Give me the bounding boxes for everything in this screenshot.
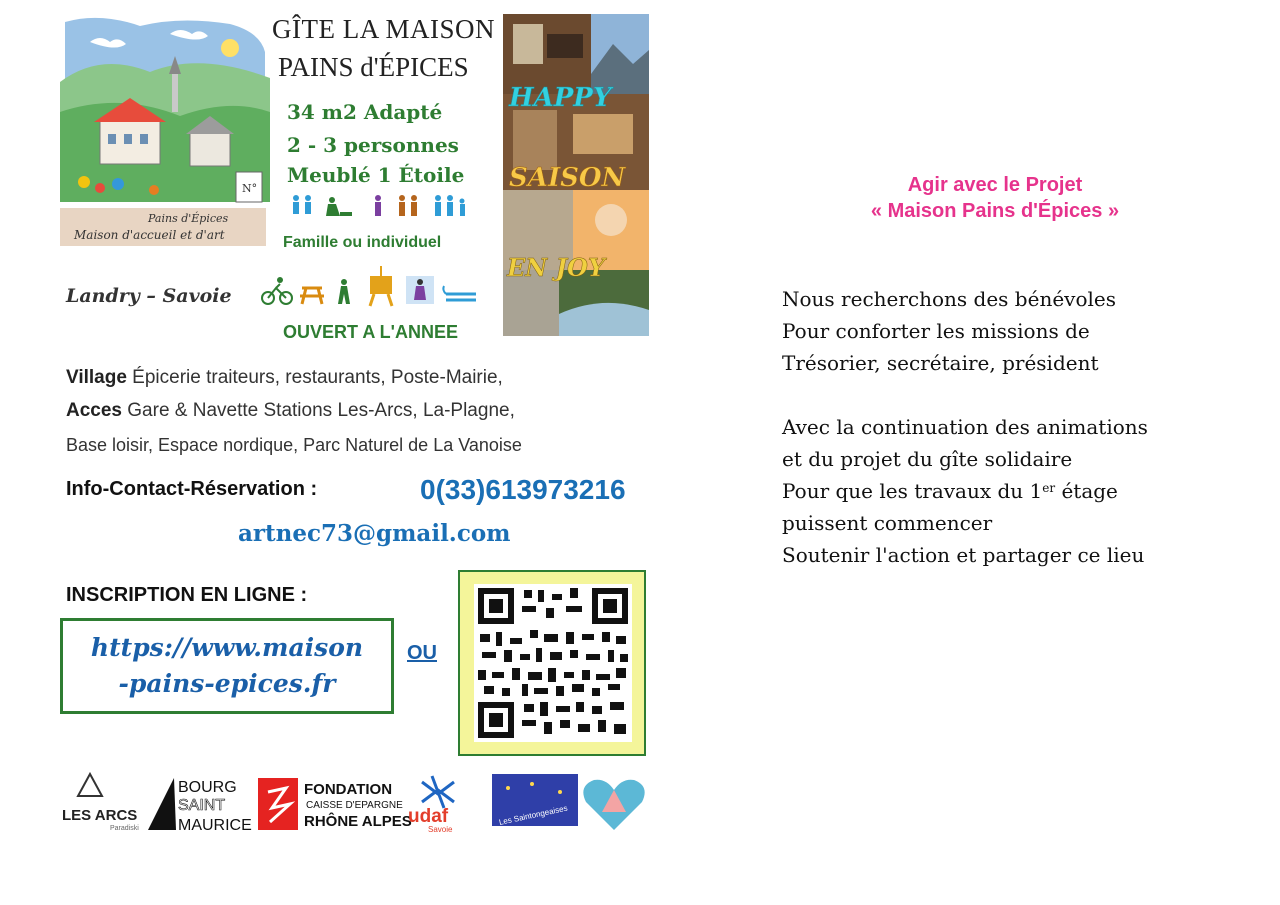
spec-persons: 2 - 3 personnes — [287, 133, 459, 157]
flyer-title-line2: PAINS d'ÉPICES — [278, 52, 469, 82]
photo-word-enjoy: EN JOY — [507, 253, 605, 282]
activities-icon — [258, 262, 483, 312]
project-heading — [760, 172, 1230, 224]
url-box[interactable] — [60, 618, 394, 714]
acces-line — [66, 400, 515, 422]
appeal-line: puissent commencer — [782, 511, 993, 535]
bourg-saint-maurice-logo — [148, 778, 252, 834]
ou-text: OU — [407, 642, 437, 664]
appeal-line: Pour que les travaux du 1er étage — [782, 479, 1118, 503]
contact-label: Info-Contact-Réservation : — [66, 478, 318, 500]
saintongeaises-logo — [492, 774, 578, 827]
url-line2[interactable]: -pains-epices.fr — [118, 669, 336, 698]
photo-word-happy: HAPPY — [509, 83, 612, 113]
village-line — [66, 367, 503, 389]
inscription-label: INSCRIPTION EN LIGNE : — [66, 584, 308, 606]
watercolor-caption-1: Pains d'Épices — [148, 212, 229, 225]
appeal-line: Nous recherchons des bénévoles — [782, 287, 1116, 311]
svg-text:LES ARCS: LES ARCS — [62, 807, 138, 824]
heart-logo — [583, 780, 644, 830]
acces-text: Gare & Navette Stations Les-Arcs, La-Plagne, — [122, 400, 515, 421]
village-label: Village — [66, 367, 127, 388]
watercolor-illustration — [60, 12, 270, 248]
svg-text:Les Saintongeaises: Les Saintongeaises — [498, 803, 569, 827]
fondation-caisse-epargne-logo — [258, 778, 412, 830]
spec-furnished: Meublé 1 Étoile — [287, 163, 465, 187]
partner-logos — [62, 768, 646, 834]
heading-line1: Agir avec le Projet — [907, 174, 1083, 196]
svg-text:Savoie: Savoie — [428, 825, 453, 834]
appeal-line: Pour conforter les missions de — [782, 319, 1090, 343]
acces-label: Acces — [66, 400, 122, 421]
flyer-title-line1: GÎTE LA MAISON — [272, 14, 495, 44]
svg-text:SAINT: SAINT — [178, 797, 226, 814]
appeal-line: Soutenir l'action et partager ce lieu — [782, 543, 1145, 567]
photo-collage — [503, 14, 649, 336]
appeal-line: Avec la continuation des animations — [782, 415, 1148, 439]
spec-size: 34 m2 Adapté — [287, 100, 443, 124]
family-pictograms-icon — [288, 192, 473, 222]
qr-code-panel[interactable] — [458, 570, 646, 756]
watercolor-caption-2: Maison d'accueil et d'art — [74, 228, 225, 242]
volunteer-appeal — [782, 283, 1148, 571]
ouvert-text: OUVERT A L'ANNEE — [283, 322, 458, 342]
watercolor-badge: N° — [242, 182, 258, 195]
village-text: Épicerie traiteurs, restaurants, Poste-Mairie, — [126, 367, 503, 388]
svg-text:RHÔNE ALPES: RHÔNE ALPES — [304, 813, 412, 830]
udaf-logo — [408, 776, 454, 834]
svg-text:FONDATION: FONDATION — [304, 781, 393, 798]
photo-word-saison: SAISON — [509, 163, 626, 193]
svg-text:CAISSE D'EPARGNE: CAISSE D'EPARGNE — [306, 800, 403, 811]
location-text: Landry – Savoie — [66, 285, 232, 307]
email-link[interactable]: artnec73@gmail.com — [238, 520, 511, 547]
qr-code-icon — [474, 584, 632, 742]
phone-number[interactable]: 0(33)613973216 — [420, 474, 626, 505]
svg-text:MAURICE: MAURICE — [178, 817, 252, 834]
famille-text: Famille ou individuel — [283, 234, 442, 251]
svg-text:udaf: udaf — [408, 806, 449, 827]
appeal-line: et du projet du gîte solidaire — [782, 447, 1073, 471]
les-arcs-logo — [62, 774, 139, 832]
base-loisir-line: Base loisir, Espace nordique, Parc Naturel de La Vanoise — [66, 435, 522, 455]
svg-text:Paradiski: Paradiski — [110, 825, 139, 832]
appeal-line: Trésorier, secrétaire, président — [782, 351, 1099, 375]
url-line1[interactable]: https://www.maison — [90, 633, 364, 662]
heading-line2: « Maison Pains d'Épices » — [870, 200, 1120, 222]
svg-text:BOURG: BOURG — [178, 779, 237, 796]
